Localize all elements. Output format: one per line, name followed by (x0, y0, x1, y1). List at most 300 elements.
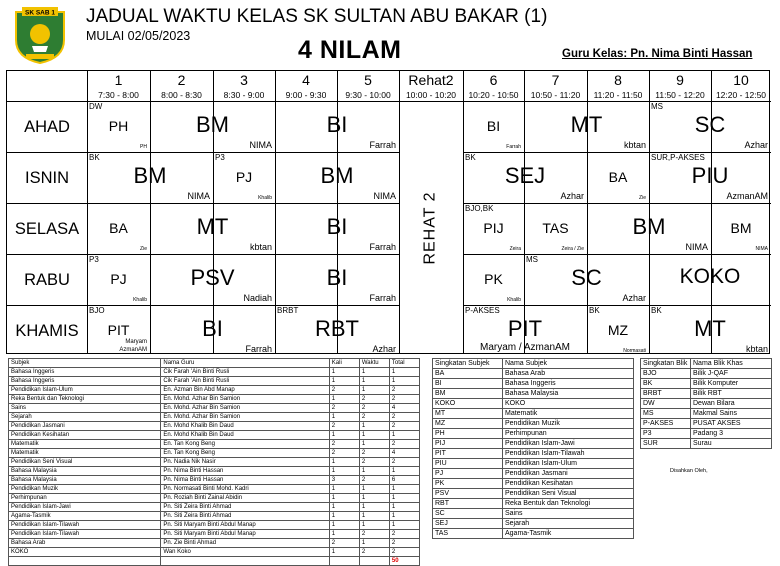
table-cell: KOKO (433, 399, 503, 409)
subject-code: PIT (107, 322, 130, 338)
table-header: Subjek (9, 359, 161, 368)
table-row (9, 503, 420, 512)
table-cell: Pendidikan Jasmani (503, 469, 634, 479)
period-number: Rehat2 (408, 72, 454, 88)
table-cell: Pn. Siti Zeira Binti Ahmad (161, 503, 329, 512)
table-cell: 1 (389, 485, 419, 494)
table-cell: En. Mohd. Azhar Bin Samion (161, 395, 329, 404)
table-cell: Pendidikan Islam-Jawi (9, 503, 161, 512)
table-cell: 2 (389, 386, 419, 395)
room-tag: SUR,P-AKSES (651, 153, 705, 162)
period-time: 10:00 - 10:20 (405, 90, 457, 100)
room-tag: P-AKSES (465, 306, 500, 315)
table-cell: 1 (389, 431, 419, 440)
table-cell: 1 (329, 530, 359, 539)
table-cell: SEJ (433, 519, 503, 529)
table-row (433, 439, 634, 449)
table-row (433, 509, 634, 519)
table-cell: 1 (329, 494, 359, 503)
subject-code: PH (108, 118, 129, 134)
table-cell: 1 (329, 503, 359, 512)
timetable-cell (87, 152, 213, 203)
subject-code: BA (109, 220, 128, 236)
table-header: Nama Subjek (503, 359, 634, 369)
timetable-cell (87, 101, 150, 152)
table-cell: P-AKSES (641, 419, 691, 429)
table-cell: PK (433, 479, 503, 489)
table-cell: 2 (329, 449, 359, 458)
table-cell: Bahasa Arab (9, 539, 161, 548)
subject-code: SC (694, 112, 726, 137)
teacher-name: Maryam / AzmanAM (479, 342, 571, 353)
table-row (9, 404, 420, 413)
table-cell: 1 (389, 377, 419, 386)
table-cell: 2 (389, 548, 419, 557)
room-tag: MS (526, 255, 538, 264)
table-cell: 2 (389, 395, 419, 404)
room-tag: MS (651, 102, 663, 111)
table-row (9, 368, 420, 377)
table-cell: 1 (359, 467, 389, 476)
subject-code: BM (133, 163, 167, 188)
table-cell: En. Mohd Khalib Bin Daud (161, 431, 329, 440)
table-cell: En. Mohd Khalib Bin Daud (161, 422, 329, 431)
teacher-name: Khalib (133, 297, 147, 303)
table-cell: Pn. Siti Zeira Binti Ahmad (161, 512, 329, 521)
table-cell: Pendidikan Islam-Ulum (503, 459, 634, 469)
table-cell: 1 (389, 467, 419, 476)
table-row (9, 440, 420, 449)
table-cell: 2 (359, 395, 389, 404)
timetable-cell (275, 305, 399, 356)
rehat-text: REHAT 2 (422, 191, 439, 265)
table-row (433, 379, 634, 389)
subject-code: TAS (542, 220, 569, 236)
table-row (433, 489, 634, 499)
table-cell: Pendidikan Islam-Tilawah (503, 449, 634, 459)
period-number: 1 (114, 72, 123, 88)
teacher-name: Farrah (245, 344, 272, 354)
table-cell: 1 (389, 494, 419, 503)
table-header: Nama Blik Khas (691, 359, 772, 369)
table-cell: Agama-Tasmik (503, 529, 634, 539)
table-header: Total (389, 359, 419, 368)
table-cell: 4 (389, 404, 419, 413)
table-row (9, 521, 420, 530)
table-row (9, 539, 420, 548)
teacher-name: Zie (639, 195, 646, 201)
table-cell: P3 (641, 429, 691, 439)
table-row (9, 557, 420, 566)
table-cell: BA (433, 369, 503, 379)
table-cell: Pn. Roziah Binti Zainal Abidin (161, 494, 329, 503)
table-cell: 2 (359, 548, 389, 557)
teacher-name: Zeira / Zie (561, 246, 584, 252)
table-cell: TAS (433, 529, 503, 539)
table-cell: 1 (329, 377, 359, 386)
table-cell: Cik Farah 'Ain Binti Rusli (161, 377, 329, 386)
subject-code: BI (486, 118, 501, 134)
class-teacher: Guru Kelas: Pn. Nima Binti Hassan (562, 48, 753, 60)
table-row (9, 395, 420, 404)
table-cell: 2 (359, 530, 389, 539)
table-cell: PJ (433, 469, 503, 479)
table-row (9, 377, 420, 386)
table-cell: 1 (359, 485, 389, 494)
table-cell (359, 557, 389, 566)
table-cell: 1 (359, 440, 389, 449)
table-cell: 1 (329, 521, 359, 530)
table-cell: Pn. Nima Binti Hassan (161, 467, 329, 476)
table-cell: Bahasa Malaysia (9, 476, 161, 485)
timetable-cell (275, 101, 399, 152)
timetable-cell (213, 152, 275, 203)
room-tag: BK (89, 153, 100, 162)
table-cell: PIT (433, 449, 503, 459)
table-row (433, 529, 634, 539)
table-cell: 1 (329, 458, 359, 467)
table-row (9, 458, 420, 467)
table-row (433, 409, 634, 419)
room-tag: BJO (89, 306, 105, 315)
table-cell: Padang 3 (691, 429, 772, 439)
subject-abbreviation-table (432, 358, 634, 539)
day-name: KHAMIS (15, 322, 79, 340)
table-cell: Pendidikan Kesihatan (9, 431, 161, 440)
period-number: 9 (676, 72, 684, 88)
table-cell: Sejarah (503, 519, 634, 529)
table-cell: 1 (329, 467, 359, 476)
timetable-cell (87, 203, 150, 254)
subject-code: PIU (691, 163, 729, 188)
period-number: 10 (733, 72, 749, 88)
teacher-name: Normasati (623, 348, 646, 354)
subject-code: BM (730, 220, 752, 236)
table-cell: BK (641, 379, 691, 389)
subject-code: PIT (507, 316, 543, 341)
timetable-grid (6, 70, 770, 354)
teacher-name: Khalib (507, 297, 521, 303)
table-cell: Agama-Tasmik (9, 512, 161, 521)
table-cell: Pendidikan Seni Visual (503, 489, 634, 499)
timetable-cell (524, 203, 587, 254)
table-cell: 3 (329, 476, 359, 485)
table-cell: 1 (329, 395, 359, 404)
timetable-cell (463, 305, 587, 356)
table-cell: 1 (359, 494, 389, 503)
table-cell: 1 (389, 503, 419, 512)
table-cell: 1 (389, 521, 419, 530)
subject-teacher-table (8, 358, 420, 566)
period-time: 11:50 - 12:20 (655, 90, 705, 100)
table-cell: 1 (359, 512, 389, 521)
subject-code: PSV (190, 265, 235, 290)
teacher-name: Maryam AzmanAM (119, 339, 147, 353)
table-row (9, 413, 420, 422)
table-header: Singkatan Blik (641, 359, 691, 369)
table-cell: Perhimpunan (9, 494, 161, 503)
table-cell: 2 (359, 404, 389, 413)
subject-code: BI (326, 265, 348, 290)
table-cell: BI (433, 379, 503, 389)
table-cell: 50 (389, 557, 419, 566)
table-row (9, 512, 420, 521)
subject-code: MZ (607, 322, 629, 338)
period-number: 6 (489, 72, 498, 88)
table-cell: 1 (359, 521, 389, 530)
period-time: 7:30 - 8:00 (98, 90, 139, 100)
table-cell: Surau (691, 439, 772, 449)
table-cell: DW (641, 399, 691, 409)
table-cell: PSV (433, 489, 503, 499)
table-cell: 2 (329, 386, 359, 395)
teacher-name: NIMA (249, 140, 272, 150)
table-cell: En. Tan Kong Beng (161, 440, 329, 449)
timetable-cell (87, 305, 150, 356)
table-cell: Pendidikan Islam-Jawi (503, 439, 634, 449)
table-cell: PIU (433, 459, 503, 469)
table-cell: Bahasa Malaysia (503, 389, 634, 399)
table-cell: PUSAT AKSES (691, 419, 772, 429)
table-cell: BJO (641, 369, 691, 379)
timetable-cell (463, 254, 524, 305)
period-time: 10:20 - 10:50 (468, 90, 519, 100)
timetable-cell (524, 101, 649, 152)
table-cell: Pendidikan Islam-Tilawah (9, 530, 161, 539)
subject-code: PJ (110, 271, 127, 287)
table-cell: 2 (359, 458, 389, 467)
teacher-name: Azhar (372, 344, 396, 354)
table-cell: 2 (359, 476, 389, 485)
day-name: SELASA (14, 220, 80, 238)
subject-code: BI (326, 112, 348, 137)
table-cell: Wan Koko (161, 548, 329, 557)
table-cell: Perhimpunan (503, 429, 634, 439)
subject-code: MT (694, 316, 726, 341)
teacher-name: Farrah (369, 242, 396, 252)
timetable-cell (463, 203, 524, 254)
table-cell: 2 (389, 422, 419, 431)
period-number: 8 (614, 72, 622, 88)
teacher-name: kbtan (745, 344, 768, 354)
table-row (433, 429, 634, 439)
table-cell: Pn. Nadia Nik Nasir (161, 458, 329, 467)
day-name: RABU (24, 271, 70, 289)
timetable-cell (649, 152, 771, 203)
teacher-name: NIMA (373, 191, 396, 201)
table-row (433, 399, 634, 409)
table-row (641, 399, 772, 409)
table-cell: MS (641, 409, 691, 419)
table-cell: Reka Bentuk dan Teknologi (503, 499, 634, 509)
subject-code: MT (570, 112, 603, 137)
table-row (9, 494, 420, 503)
table-cell: Pendidikan Seni Visual (9, 458, 161, 467)
table-row (641, 369, 772, 379)
table-cell (161, 557, 329, 566)
timetable-cell (524, 254, 649, 305)
table-cell: 4 (389, 449, 419, 458)
timetable-cell (150, 305, 275, 356)
table-cell: Sains (503, 509, 634, 519)
teacher-name: Zeira (509, 246, 521, 252)
timetable-cell (150, 101, 275, 152)
timetable-cell (587, 152, 649, 203)
table-cell: Pendidikan Muzik (9, 485, 161, 494)
table-cell (9, 557, 161, 566)
logo-text: SK SAB 1 (25, 9, 55, 17)
table-cell: KOKO (9, 548, 161, 557)
table-cell: 1 (359, 539, 389, 548)
table-cell: PIJ (433, 439, 503, 449)
table-row (641, 389, 772, 399)
table-cell: 1 (389, 512, 419, 521)
class-name: 4 NILAM (298, 36, 402, 64)
timetable-cell (649, 101, 771, 152)
subject-code: BM (632, 214, 666, 239)
timetable-cell (275, 254, 399, 305)
teacher-name: Farrah (506, 144, 521, 150)
teacher-name: Azhar (622, 293, 646, 303)
teacher-name: Azhar (560, 191, 584, 201)
period-number: 2 (177, 72, 186, 88)
table-cell: Cik Farah 'Ain Binti Rusli (161, 368, 329, 377)
room-tag: BK (651, 306, 662, 315)
table-cell: 2 (329, 422, 359, 431)
table-row (433, 519, 634, 529)
table-row (9, 467, 420, 476)
table-cell: 1 (359, 422, 389, 431)
timetable-cell (649, 305, 771, 356)
table-cell: Pendidikan Muzik (503, 419, 634, 429)
table-cell: 2 (389, 440, 419, 449)
table-row (641, 439, 772, 449)
teacher-name: Farrah (369, 293, 396, 303)
table-cell: Pn. Zie Binti Ahmad (161, 539, 329, 548)
teacher-name: Farrah (369, 140, 396, 150)
table-row (9, 449, 420, 458)
teacher-name: Khalib (258, 195, 272, 201)
table-cell: SUR (641, 439, 691, 449)
table-cell: 1 (329, 431, 359, 440)
subject-code: RBT (315, 316, 359, 341)
verified-by: Disahkan Oleh, (670, 468, 708, 474)
table-cell: Pendidikan Islam-Ulum (9, 386, 161, 395)
table-cell: 1 (329, 485, 359, 494)
table-row (433, 499, 634, 509)
table-cell: 1 (359, 503, 389, 512)
rehat-label (399, 101, 463, 355)
teacher-name: kbtan (623, 140, 646, 150)
table-cell: BRBT (641, 389, 691, 399)
subject-code: BM (320, 163, 354, 188)
table-row (433, 449, 634, 459)
effective-date: MULAI 02/05/2023 (86, 29, 191, 43)
table-cell: Pendidikan Islam-Tilawah (9, 521, 161, 530)
teacher-name: PH (140, 144, 147, 150)
table-cell: Sains (9, 404, 161, 413)
timetable-cell (275, 203, 399, 254)
table-cell: BM (433, 389, 503, 399)
table-cell: 1 (359, 377, 389, 386)
period-number: 7 (551, 72, 560, 88)
table-cell: 1 (329, 548, 359, 557)
room-tag: BK (589, 306, 600, 315)
timetable-cell (150, 203, 275, 254)
page-title: JADUAL WAKTU KELAS SK SULTAN ABU BAKAR (1) (86, 6, 548, 27)
table-row (433, 389, 634, 399)
table-cell: 2 (329, 404, 359, 413)
teacher-name: NIMA (685, 242, 708, 252)
table-cell: Makmal Sains (691, 409, 772, 419)
table-cell: Matematik (503, 409, 634, 419)
table-cell: 2 (389, 539, 419, 548)
subject-code: MT (196, 214, 229, 239)
timetable-cell (649, 254, 771, 305)
subject-code: SEJ (504, 163, 546, 188)
table-header: Nama Guru (161, 359, 329, 368)
period-time: 11:20 - 11:50 (593, 90, 643, 100)
table-cell: 1 (359, 386, 389, 395)
table-row (9, 386, 420, 395)
table-cell: Bilik Komputer (691, 379, 772, 389)
teacher-name: Zie (140, 246, 147, 252)
table-cell: 2 (359, 413, 389, 422)
subject-code: BI (326, 214, 348, 239)
subject-code: BI (202, 316, 223, 341)
period-number: 4 (302, 72, 310, 88)
table-row (9, 548, 420, 557)
table-cell: Bahasa Inggeris (9, 377, 161, 386)
table-cell: MT (433, 409, 503, 419)
timetable-cell (87, 254, 150, 305)
table-cell: Pendidikan Jasmani (9, 422, 161, 431)
timetable-cell (587, 203, 711, 254)
room-abbreviation-table (640, 358, 772, 449)
room-tag: P3 (215, 153, 225, 162)
subject-code: SC (571, 265, 602, 290)
table-row (433, 419, 634, 429)
table-cell: MZ (433, 419, 503, 429)
table-cell: Bahasa Inggeris (503, 379, 634, 389)
table-cell: 2 (389, 458, 419, 467)
table-cell: Dewan Bilara (691, 399, 772, 409)
table-cell: 1 (359, 431, 389, 440)
table-cell: En. Mohd. Azhar Bin Samion (161, 404, 329, 413)
table-row (9, 431, 420, 440)
table-cell: 1 (329, 413, 359, 422)
table-cell: Bahasa Arab (503, 369, 634, 379)
table-cell: Sejarah (9, 413, 161, 422)
table-cell: Reka Bentuk dan Teknologi (9, 395, 161, 404)
table-cell: PH (433, 429, 503, 439)
table-cell: 1 (359, 368, 389, 377)
teacher-name: AzmanAM (726, 191, 768, 201)
table-cell: KOKO (503, 399, 634, 409)
room-tag: BK (465, 153, 476, 162)
table-cell: Pn. Siti Maryam Binti Abdul Manap (161, 521, 329, 530)
table-cell: Bahasa Malaysia (9, 467, 161, 476)
timetable-cell (463, 152, 587, 203)
subject-code: BM (196, 112, 229, 137)
timetable-cell (463, 101, 524, 152)
table-cell: Matematik (9, 440, 161, 449)
table-cell: 1 (329, 368, 359, 377)
day-name: AHAD (24, 118, 70, 136)
subject-code: PJ (235, 169, 253, 185)
table-header: Singkatan Subjek (433, 359, 503, 369)
subject-code: PK (484, 271, 503, 287)
